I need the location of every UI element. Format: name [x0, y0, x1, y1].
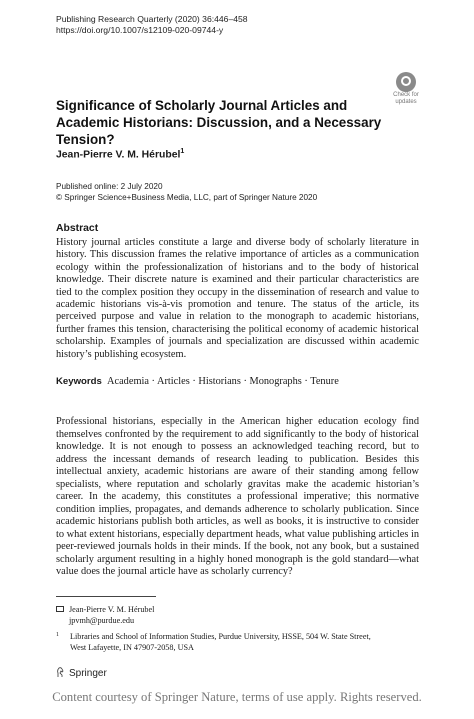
- contact-name: Jean-Pierre V. M. Hérubel: [69, 605, 155, 614]
- courtesy-watermark: Content courtesy of Springer Nature, terms of use apply. Rights reserved.: [52, 690, 422, 704]
- corresponding-author: [56, 604, 154, 626]
- body-paragraph: Professional historians, especially in the American higher education ecology find themselves confronted by the requirement to add significantly to the body of historical knowledge. It is not enough to possess an acknowledged teaching record, but to address the incessant demands of research leading to publication. Besides this intellectual anxiety, academic historians are aware of their standing among fellow specialists, where reputation and scholarly gravitas make the academic historian’s career. In the academy, this constitutes a professional imperative; this normative condition implies, propagates, and demands adherence to scholarly publication. Since academic historians publish both articles, as well as books, it is instructive to consider to what extent historians, especially department heads, what value publishing articles in peer-reviewed journals holds in their minds. If the book, not any book, but a sustained scholarly argument resulting in a highly honed monograph is the gold standard—what value does the journal article have as scholarly currency?: [56, 416, 419, 577]
- abstract-heading: Abstract: [56, 223, 99, 234]
- keywords-label: Keywords: [56, 376, 102, 387]
- article-title: Significance of Scholarly Journal Articles and Academic Historians: Discussion, and a Necessary Tension?: [56, 98, 382, 147]
- envelope-icon: [56, 606, 64, 612]
- badge-line1: Check for: [393, 92, 419, 98]
- footnote-number: 1: [56, 632, 59, 638]
- footnote-line1: Libraries and School of Information Studies, Purdue University, HSSE, 504 W. State Street,: [70, 632, 371, 641]
- keywords: [56, 376, 339, 387]
- author-affiliation-mark: 1: [180, 148, 185, 155]
- published-date: Published online: 2 July 2020: [56, 182, 163, 191]
- keywords-list: Academia · Articles · Historians · Monographs · Tenure: [107, 376, 339, 387]
- footnote-divider: [56, 596, 156, 597]
- journal-citation: [56, 14, 248, 36]
- author-line: [56, 148, 184, 160]
- publisher-logo: [56, 667, 107, 679]
- doi-link[interactable]: https://doi.org/10.1007/s12109-020-09744-y: [56, 25, 224, 35]
- badge-line2: updates: [395, 98, 417, 105]
- abstract-text: History journal articles constitute a large and diverse body of scholarly literature in history. This discussion frames the relative importance of articles as a communication ecology within the professionalization of historians and to the body of historical knowledge. Their discrete nature is examined and their particular characteristics are tied to the complex position they occupy in the dissemination of research and value to academic historians vis-à-vis promotion and tenure. The status of the article, its perceived purpose and value in relation to the monograph to academic historians, further frames this tension, characterising the political economy of academic historical scholarship. Examples of journals and specialization are discussed within academic history’s publishing ecosystem.: [56, 237, 419, 360]
- footnote-line2: West Lafayette, IN 47907-2058, USA: [70, 643, 194, 652]
- springer-horse-icon: [56, 667, 65, 678]
- contact-email[interactable]: jpvmh@purdue.edu: [69, 616, 135, 625]
- author-name[interactable]: Jean-Pierre V. M. Hérubel: [56, 149, 181, 161]
- publication-info: [56, 181, 317, 203]
- publisher-name: Springer: [69, 668, 107, 679]
- crossmark-icon: [396, 72, 416, 92]
- check-for-updates-badge[interactable]: [389, 72, 423, 104]
- copyright-line: © Springer Science+Business Media, LLC, part of Springer Nature 2020: [56, 193, 318, 202]
- journal-issue: Publishing Research Quarterly (2020) 36:446–458: [56, 14, 248, 24]
